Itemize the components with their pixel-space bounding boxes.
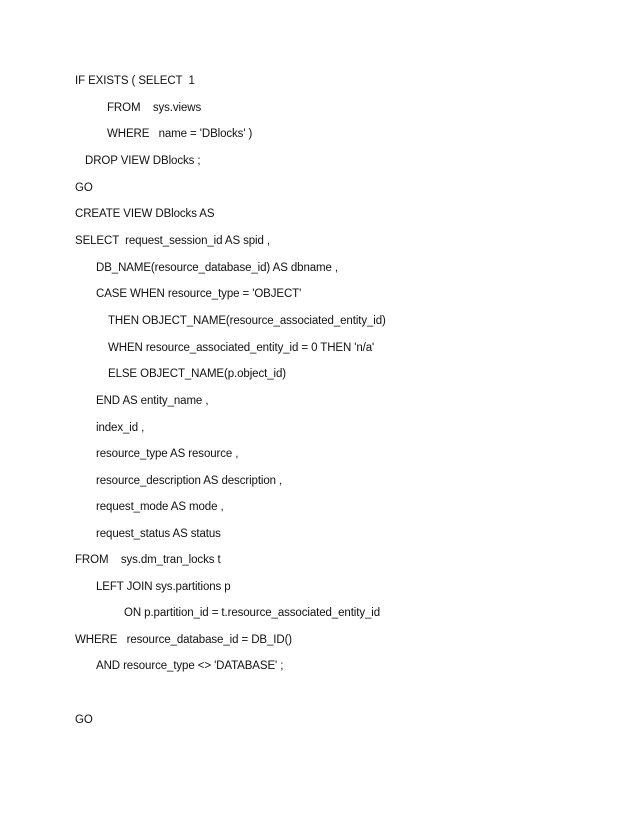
code-line-13: END AS entity_name , xyxy=(96,395,209,407)
code-line-3: WHERE name = 'DBlocks' ) xyxy=(107,128,253,140)
code-line-18: request_status AS status xyxy=(96,528,221,540)
code-line-24: GO xyxy=(75,714,93,726)
code-line-23: AND resource_type <> 'DATABASE' ; xyxy=(96,660,284,672)
code-line-8: DB_NAME(resource_database_id) AS dbname , xyxy=(96,262,339,274)
code-line-14: index_id , xyxy=(96,422,145,434)
code-line-12: ELSE OBJECT_NAME(p.object_id) xyxy=(108,368,286,380)
code-line-6: CREATE VIEW DBlocks AS xyxy=(75,208,215,220)
code-line-2: FROM sys.views xyxy=(107,102,202,114)
code-line-7: SELECT request_session_id AS spid , xyxy=(75,235,270,247)
code-line-10: THEN OBJECT_NAME(resource_associated_entity_id) xyxy=(108,315,386,327)
code-line-16: resource_description AS description , xyxy=(96,475,283,487)
code-line-11: WHEN resource_associated_entity_id = 0 THEN 'n/a' xyxy=(108,342,375,354)
code-line-22: WHERE resource_database_id = DB_ID() xyxy=(75,634,293,646)
code-line-4: DROP VIEW DBlocks ; xyxy=(85,155,201,167)
code-line-19: FROM sys.dm_tran_locks t xyxy=(75,554,221,566)
code-line-1: IF EXISTS ( SELECT 1 xyxy=(75,75,195,87)
code-line-17: request_mode AS mode , xyxy=(96,501,224,513)
code-line-9: CASE WHEN resource_type = 'OBJECT' xyxy=(96,288,302,300)
code-line-21: ON p.partition_id = t.resource_associated_entity_id xyxy=(124,607,381,619)
code-line-5: GO xyxy=(75,182,93,194)
code-line-20: LEFT JOIN sys.partitions p xyxy=(96,581,231,593)
code-line-15: resource_type AS resource , xyxy=(96,448,239,460)
